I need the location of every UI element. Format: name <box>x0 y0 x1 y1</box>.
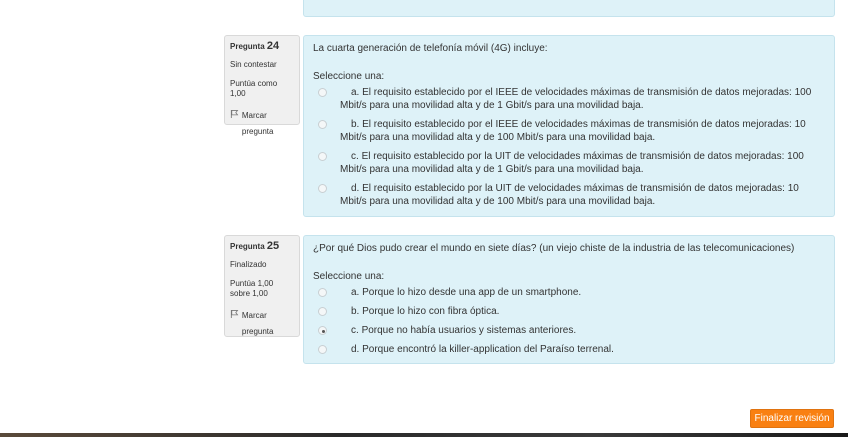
answer-option-b[interactable] <box>313 305 825 318</box>
answer-option-d[interactable] <box>313 343 825 356</box>
flag-icon <box>230 309 239 319</box>
question-state: Sin contestar <box>230 60 277 69</box>
question-info-24 <box>224 35 300 136</box>
radio-icon[interactable] <box>318 88 327 97</box>
answer-prompt: Seleccione una: <box>313 71 385 82</box>
question-number <box>230 41 294 52</box>
answer-text: El requisito establecido por la UIT de velocidades máximas de transmisión de datos mejoradas: 100 Mbit/s para una movilidad alta y de 1 Gbit/s para una movilidad baja. <box>340 151 804 175</box>
answer-text: El requisito establecido por el IEEE de velocidades máximas de transmisión de datos mejoradas: 100 Mbit/s para una movilidad alta y de 1 Gbit/s para una movilidad baja. <box>340 87 812 111</box>
answer-letter: c. <box>351 151 359 162</box>
question-number-value: 25 <box>266 240 280 252</box>
answer-text: Porque lo hizo con fibra óptica. <box>362 306 500 317</box>
answer-letter: d. <box>351 344 360 355</box>
radio-icon[interactable] <box>318 120 327 129</box>
answer-option-b[interactable] <box>313 118 825 144</box>
radio-icon[interactable] <box>318 184 327 193</box>
answer-text: El requisito establecido por el IEEE de velocidades máximas de transmisión de datos mejoradas: 10 Mbit/s para una movilidad alta y de 100 Mbit/s para una movilidad baja. <box>340 119 806 143</box>
question-number <box>230 241 294 252</box>
radio-icon[interactable] <box>318 326 327 335</box>
answer-text: El requisito establecido por la UIT de velocidades máximas de transmisión de datos mejoradas: 10 Mbit/s para una movilidad alta y de 100 Mbit/s para una movilidad baja. <box>340 183 799 207</box>
flag-question-button[interactable] <box>230 308 294 340</box>
answer-text: Porque no había usuarios y sistemas anteriores. <box>361 325 577 336</box>
flag-question-label: Marcar pregunta <box>241 311 274 336</box>
answer-text: Porque lo hizo desde una app de un smartphone. <box>362 287 582 298</box>
answer-letter: a. <box>351 287 360 298</box>
question-number-value: 24 <box>266 40 280 52</box>
answer-option-c[interactable] <box>313 324 825 337</box>
answer-option-a[interactable] <box>313 86 825 112</box>
radio-icon[interactable] <box>318 307 327 316</box>
previous-question-content <box>303 0 835 17</box>
answer-prompt: Seleccione una: <box>313 271 385 282</box>
question-number-label: Pregunta <box>230 242 265 251</box>
question-state: Finalizado <box>230 260 267 269</box>
question-text: La cuarta generación de telefonía móvil (4G) incluye: <box>313 43 548 54</box>
answer-letter: b. <box>351 306 360 317</box>
flag-icon <box>230 109 239 119</box>
question-content-25 <box>303 235 835 364</box>
finish-review-button[interactable]: Finalizar revisión <box>750 409 834 428</box>
answer-letter: d. <box>351 183 360 194</box>
radio-icon[interactable] <box>318 288 327 297</box>
radio-icon[interactable] <box>318 345 327 354</box>
flag-question-button[interactable] <box>230 108 294 140</box>
question-grade: Puntúa como 1,00 <box>230 79 278 98</box>
question-grade: Puntúa 1,00 sobre 1,00 <box>230 279 274 298</box>
answer-text: Porque encontró la killer-application del Paraíso terrenal. <box>362 344 614 355</box>
question-info-25 <box>224 235 300 337</box>
question-content-24 <box>303 35 835 217</box>
answer-letter: b. <box>351 119 360 130</box>
question-number-label: Pregunta <box>230 42 265 51</box>
question-text: ¿Por qué Dios pudo crear el mundo en siete días? (un viejo chiste de la industria de las telecomunicaciones) <box>313 243 795 254</box>
answer-letter: c. <box>351 325 359 336</box>
answer-option-c[interactable] <box>313 150 825 176</box>
flag-question-label: Marcar pregunta <box>241 111 274 136</box>
answer-letter: a. <box>351 87 360 98</box>
answer-option-a[interactable] <box>313 286 825 299</box>
bottom-strip <box>0 433 848 437</box>
radio-icon[interactable] <box>318 152 327 161</box>
answer-option-d[interactable] <box>313 182 825 208</box>
